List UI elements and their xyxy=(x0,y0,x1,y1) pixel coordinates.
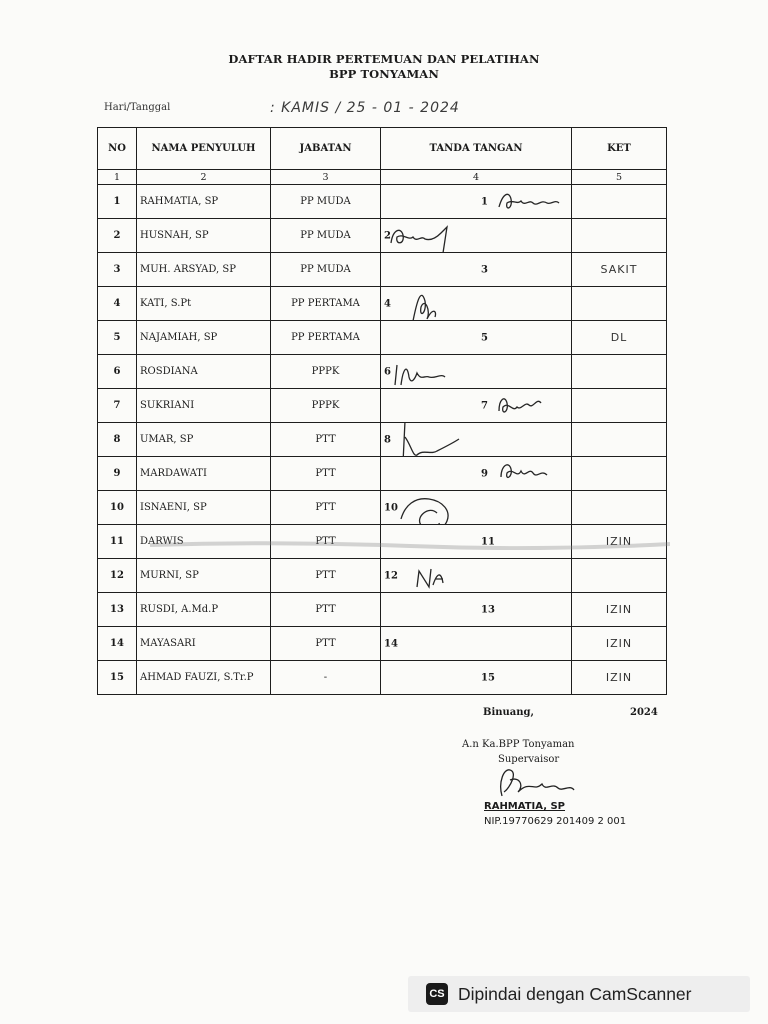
table-row xyxy=(98,491,667,525)
signature-cell xyxy=(381,491,572,525)
signature-cell xyxy=(381,559,572,593)
signature-number: 9 xyxy=(481,468,488,479)
handwritten-signature xyxy=(381,423,571,456)
handwritten-signature xyxy=(381,355,571,388)
keterangan xyxy=(572,389,667,423)
penyuluh-jabatan: PTT xyxy=(271,559,381,593)
camscanner-logo-icon: CS xyxy=(426,983,448,1005)
header-nama: NAMA PENYULUH xyxy=(137,128,271,170)
keterangan xyxy=(572,355,667,389)
row-number: 14 xyxy=(98,627,137,661)
table-header-row xyxy=(98,128,667,170)
signature-number: 4 xyxy=(384,298,391,309)
signature-cell xyxy=(381,185,572,219)
row-number: 5 xyxy=(98,321,137,355)
attendance-table xyxy=(97,127,667,695)
signatory-nip: NIP.19770629 201409 2 001 xyxy=(484,816,627,827)
penyuluh-jabatan: PTT xyxy=(271,491,381,525)
penyuluh-name: MUH. ARSYAD, SP xyxy=(137,253,271,287)
handwritten-signature xyxy=(381,287,571,320)
date-label: Hari/Tanggal xyxy=(104,102,171,113)
col-number: 2 xyxy=(137,170,271,185)
penyuluh-name: MAYASARI xyxy=(137,627,271,661)
scan-smudge xyxy=(150,540,670,550)
header-tanda-tangan: TANDA TANGAN xyxy=(381,128,572,170)
row-number: 6 xyxy=(98,355,137,389)
signature-cell xyxy=(381,219,572,253)
penyuluh-name: HUSNAH, SP xyxy=(137,219,271,253)
handwritten-signature xyxy=(381,491,571,524)
signature-cell xyxy=(381,661,572,695)
signature-number: 5 xyxy=(481,332,488,343)
penyuluh-name: ISNAENI, SP xyxy=(137,491,271,525)
table-row xyxy=(98,185,667,219)
keterangan xyxy=(572,491,667,525)
penyuluh-jabatan: PTT xyxy=(271,593,381,627)
signature-number: 8 xyxy=(384,434,391,445)
penyuluh-jabatan: PTT xyxy=(271,627,381,661)
penyuluh-jabatan: PPPK xyxy=(271,355,381,389)
table-row xyxy=(98,423,667,457)
signatory-on-behalf: A.n Ka.BPP Tonyaman xyxy=(462,739,575,750)
row-number: 9 xyxy=(98,457,137,491)
penyuluh-name: DARWIS xyxy=(137,525,271,559)
table-row xyxy=(98,627,667,661)
penyuluh-name: UMAR, SP xyxy=(137,423,271,457)
keterangan: IZIN xyxy=(572,661,667,695)
keterangan xyxy=(572,457,667,491)
penyuluh-jabatan: PP MUDA xyxy=(271,219,381,253)
penyuluh-name: NAJAMIAH, SP xyxy=(137,321,271,355)
table-row xyxy=(98,389,667,423)
signature-number: 6 xyxy=(384,366,391,377)
column-number-row xyxy=(98,170,667,185)
penyuluh-name: RAHMATIA, SP xyxy=(137,185,271,219)
col-number: 5 xyxy=(572,170,667,185)
header-ket: KET xyxy=(572,128,667,170)
table-row xyxy=(98,355,667,389)
signing-place: Binuang, xyxy=(483,707,535,718)
signature-number: 3 xyxy=(481,264,488,275)
handwritten-signature xyxy=(381,185,571,218)
col-number: 1 xyxy=(98,170,137,185)
signature-number: 15 xyxy=(481,672,495,683)
table-row xyxy=(98,593,667,627)
signature-cell xyxy=(381,627,572,661)
signature-number: 2 xyxy=(384,230,391,241)
keterangan: IZIN xyxy=(572,593,667,627)
row-number: 3 xyxy=(98,253,137,287)
penyuluh-jabatan: PP MUDA xyxy=(271,185,381,219)
penyuluh-name: AHMAD FAUZI, S.Tr.P xyxy=(137,661,271,695)
penyuluh-name: KATI, S.Pt xyxy=(137,287,271,321)
penyuluh-jabatan: PTT xyxy=(271,423,381,457)
keterangan xyxy=(572,219,667,253)
row-number: 15 xyxy=(98,661,137,695)
penyuluh-jabatan: PP PERTAMA xyxy=(271,287,381,321)
col-number: 3 xyxy=(271,170,381,185)
document-subtitle: BPP TONYAMAN xyxy=(329,67,439,81)
penyuluh-name: MURNI, SP xyxy=(137,559,271,593)
row-number: 13 xyxy=(98,593,137,627)
col-number: 4 xyxy=(381,170,572,185)
keterangan: DL xyxy=(572,321,667,355)
row-number: 4 xyxy=(98,287,137,321)
signature-cell xyxy=(381,355,572,389)
signatory-role: Supervaisor xyxy=(498,754,560,765)
signature-number: 12 xyxy=(384,570,398,581)
penyuluh-jabatan: PP MUDA xyxy=(271,253,381,287)
signature-number: 10 xyxy=(384,502,398,513)
handwritten-signature xyxy=(381,457,571,490)
penyuluh-jabatan: PP PERTAMA xyxy=(271,321,381,355)
penyuluh-jabatan: - xyxy=(271,661,381,695)
table-row xyxy=(98,253,667,287)
signature-number: 1 xyxy=(481,196,488,207)
row-number: 10 xyxy=(98,491,137,525)
keterangan xyxy=(572,287,667,321)
signature-cell xyxy=(381,423,572,457)
row-number: 1 xyxy=(98,185,137,219)
date-value: : KAMIS / 25 - 01 - 2024 xyxy=(270,100,460,116)
keterangan: SAKIT xyxy=(572,253,667,287)
keterangan: IZIN xyxy=(572,525,667,559)
keterangan xyxy=(572,185,667,219)
table-body xyxy=(98,185,667,695)
penyuluh-name: RUSDI, A.Md.P xyxy=(137,593,271,627)
signatory-name: RAHMATIA, SP xyxy=(484,801,566,812)
penyuluh-jabatan: PPPK xyxy=(271,389,381,423)
row-number: 2 xyxy=(98,219,137,253)
row-number: 11 xyxy=(98,525,137,559)
signature-number: 14 xyxy=(384,638,398,649)
header-no: NO xyxy=(98,128,137,170)
table-row xyxy=(98,287,667,321)
keterangan xyxy=(572,559,667,593)
penyuluh-jabatan: PTT xyxy=(271,457,381,491)
keterangan: IZIN xyxy=(572,627,667,661)
header-jabatan: JABATAN xyxy=(271,128,381,170)
table-row xyxy=(98,559,667,593)
camscanner-text: Dipindai dengan CamScanner xyxy=(458,983,692,1004)
handwritten-signature xyxy=(381,389,571,422)
signature-cell xyxy=(381,593,572,627)
row-number: 12 xyxy=(98,559,137,593)
signature-cell xyxy=(381,287,572,321)
supervisor-signature xyxy=(490,762,580,802)
handwritten-signature xyxy=(381,219,571,252)
row-number: 7 xyxy=(98,389,137,423)
row-number: 8 xyxy=(98,423,137,457)
signature-cell xyxy=(381,321,572,355)
penyuluh-name: SUKRIANI xyxy=(137,389,271,423)
signature-cell xyxy=(381,457,572,491)
signature-number: 11 xyxy=(481,536,495,547)
handwritten-signature xyxy=(381,559,571,592)
signature-number: 13 xyxy=(481,604,495,615)
penyuluh-name: ROSDIANA xyxy=(137,355,271,389)
penyuluh-name: MARDAWATI xyxy=(137,457,271,491)
signature-cell xyxy=(381,253,572,287)
keterangan xyxy=(572,423,667,457)
signature-cell xyxy=(381,389,572,423)
table-row xyxy=(98,457,667,491)
table-row xyxy=(98,321,667,355)
document-title: DAFTAR HADIR PERTEMUAN DAN PELATIHAN xyxy=(228,52,540,66)
table-row xyxy=(98,661,667,695)
camscanner-badge xyxy=(408,976,750,1012)
signature-number: 7 xyxy=(481,400,488,411)
table-row xyxy=(98,219,667,253)
signing-year: 2024 xyxy=(630,707,658,718)
penyuluh-jabatan: PTT xyxy=(271,525,381,559)
